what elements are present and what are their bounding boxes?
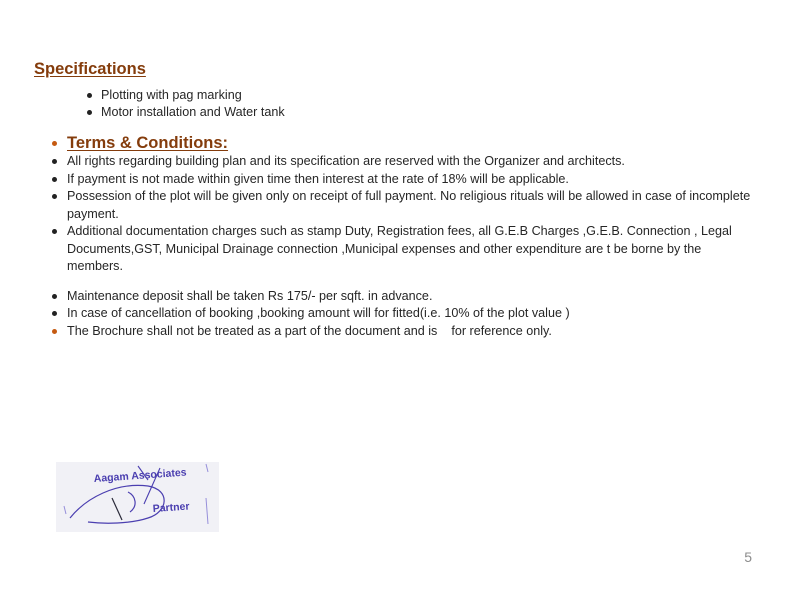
list-item: Additional documentation charges such as stamp Duty, Registration fees, all G.E.B Charges ,G.E.B. Connection , Legal Documents,GST, Municipal Drainage connection ,Municipal expenses and other expenditure are t be borne by the members. — [67, 223, 757, 276]
list-item: Plotting with pag marking — [101, 87, 285, 104]
list-item: Motor installation and Water tank — [101, 104, 285, 119]
specifications-heading: Specifications — [34, 60, 146, 78]
signature-stroke — [128, 492, 135, 512]
list-item: If payment is not made within given time then interest at the rate of 18% will be applicable. — [67, 171, 757, 189]
list-item: The Brochure shall not be treated as a part of the document and is for reference only. — [67, 323, 757, 341]
list-item: All rights regarding building plan and its specification are reserved with the Organizer and architects. — [67, 153, 757, 171]
list-item: In case of cancellation of booking ,booking amount will for fitted(i.e. 10% of the plot value ) — [67, 305, 757, 323]
page-number: 5 — [744, 549, 752, 565]
list-item: Possession of the plot will be given only on receipt of full payment. No religious rituals will be allowed in case of incomplete payment. — [67, 188, 757, 223]
signature-stamp-image — [56, 462, 219, 532]
signature-stamp — [56, 462, 219, 532]
terms-list — [67, 133, 757, 340]
signature-stroke — [112, 498, 122, 520]
terms-heading-text: Terms & Conditions: — [67, 134, 229, 152]
list-item: Maintenance deposit shall be taken Rs 175/- per sqft. in advance. — [67, 288, 757, 306]
stamp-role-text: Partner — [152, 500, 190, 515]
terms-heading — [67, 133, 757, 153]
stamp-company-text: Aagam Associates — [93, 466, 187, 485]
specifications-list — [101, 87, 285, 120]
